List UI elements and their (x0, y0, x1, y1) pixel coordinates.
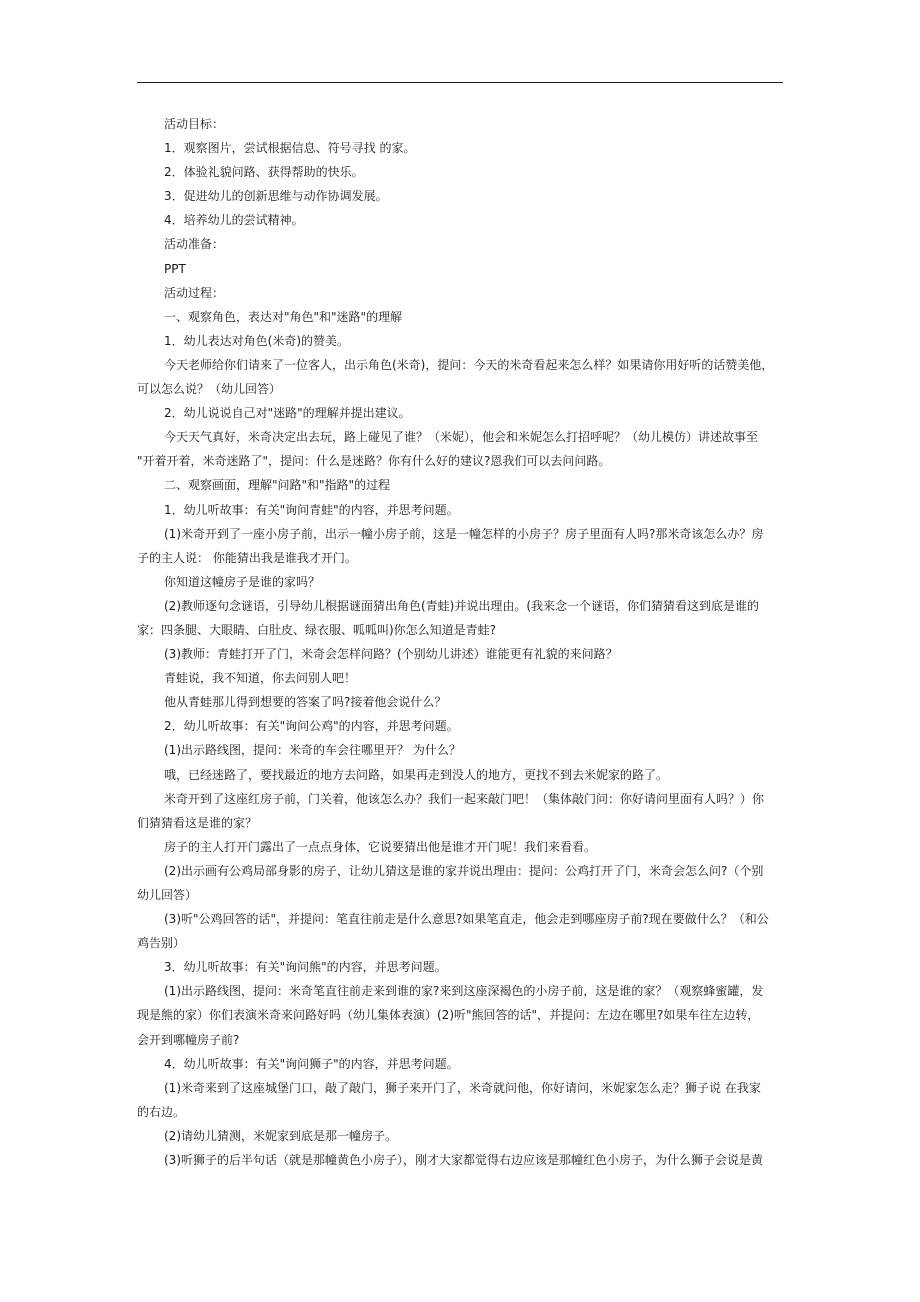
text-line: 活动准备： (164, 237, 225, 252)
text-line: 现是熊的家）你们表演米奇来问路好吗（幼儿集体表演）(2)听"熊回答的话"，并提问：左边在哪里?如果车往左边转， (137, 1008, 760, 1023)
text-line: 房子的主人打开门露出了一点点身体，它说要猜出他是谁才开门呢！我们来看看。 (164, 839, 597, 854)
text-line: 可以怎么说？（幼儿回答） (137, 382, 282, 397)
text-line: (2)教师逐句念谜语，引导幼儿根据谜面猜出角色(青蛙)并说出理由。(我来念一个谜语，你们猜猜看这到底是谁的 (164, 598, 760, 613)
text-line: 4．培养幼儿的尝试精神。 (164, 213, 304, 228)
text-line: (2)请幼儿猜测，米妮家到底是那一幢房子。 (164, 1128, 397, 1143)
document-body (137, 112, 783, 1172)
text-line: 一、观察角色，表达对"角色"和"迷路"的理解 (164, 309, 403, 324)
text-line: (2)出示画有公鸡局部身影的房子，让幼儿猜这是谁的家并说出理由：提问：公鸡打开了门，米奇会怎么问?（个别 (164, 863, 764, 878)
text-line: 们猜猜看这是谁的家？ (137, 815, 258, 830)
text-line: (3)听"公鸡回答的话"，并提问：笔直往前走是什么意思?如果笔直走，他会走到哪座房子前?现在要做什么？（和公 (164, 912, 769, 927)
text-line: 3．促进幼儿的创新思维与动作协调发展。 (164, 189, 388, 204)
text-line: 鸡告别） (137, 936, 186, 951)
text-line: 米奇开到了这座红房子前，门关着，他该怎么办？我们一起来敲门吧！（集体敲门问：你好请问里面有人吗？）你 (164, 791, 765, 806)
text-line: (1)出示路线图，提问：米奇笔直往前走来到谁的家?来到这座深褐色的小房子前，这是谁的家？（观察蜂蜜罐，发 (164, 984, 764, 999)
text-line: (1)米奇来到了这座城堡门口，敲了敲门，狮子来开门了，米奇就问他，你好请问，米妮家怎么走？狮子说 在我家 (164, 1080, 761, 1095)
text-line: "开着开着，米奇迷路了"，提问：什么是迷路？你有什么好的建议?恩我们可以去问问路。 (137, 454, 611, 469)
text-line: (1)出示路线图，提问：米奇的车会往哪里开？ 为什么？ (164, 743, 461, 758)
text-line: 2．体验礼貌问路、获得帮助的快乐。 (164, 165, 364, 180)
text-line: 今天老师给你们请来了一位客人，出示角色(米奇)，提问：今天的米奇看起来怎么样？如果请你用好听的话赞美他， (164, 357, 774, 372)
text-line: (3)教师：青蛙打开了门，米奇会怎样问路？(个别幼儿讲述）谁能更有礼貌的来问路？ (164, 647, 618, 662)
text-line: PPT (164, 261, 186, 276)
text-line: 子的主人说： 你能猜出我是谁我才开门。 (137, 550, 357, 565)
text-line: 2．幼儿说说自己对"迷路"的理解并提出建议。 (164, 406, 411, 421)
text-line: 4．幼儿听故事：有关"询问狮子"的内容，并思考问题。 (164, 1056, 459, 1071)
text-line: 1．观察图片，尝试根据信息、符号寻找 的家。 (164, 141, 416, 156)
text-line: 的右边。 (137, 1104, 186, 1119)
text-line: 今天天气真好，米奇决定出去玩，路上碰见了谁？（米妮），他会和米妮怎么打招呼呢？（幼儿模仿）讲述故事至 (164, 430, 759, 445)
text-line: 青蛙说，我不知道，你去问别人吧！ (164, 671, 357, 686)
text-line: 家：四条腿、大眼睛、白肚皮、绿衣服、呱呱叫)你怎么知道是青蛙? (137, 622, 497, 637)
text-line: 2．幼儿听故事：有关"询问公鸡"的内容，并思考问题。 (164, 719, 459, 734)
text-line: 3．幼儿听故事：有关"询问熊"的内容，并思考问题。 (164, 960, 447, 975)
text-line: 你知道这幢房子是谁的家吗？ (164, 574, 321, 589)
text-line: (3)听狮子的后半句话（就是那幢黄色小房子），刚才大家都觉得右边应该是那幢红色小房子，为什么狮子会说是黄 (164, 1153, 764, 1168)
text-line: 活动目标： (164, 117, 225, 131)
text-line: 他从青蛙那儿得到想要的答案了吗?接着他会说什么？ (164, 695, 447, 710)
text-line: 活动过程： (164, 285, 225, 300)
text-line: 1．幼儿表达对角色(米奇)的赞美。 (164, 333, 349, 348)
text-line: 二、观察画面，理解"问路"和"指路"的过程 (164, 478, 391, 493)
text-line: (1)米奇开到了一座小房子前，出示一幢小房子前，这是一幢怎样的小房子？房子里面有人吗?那米奇该怎么办？房 (164, 526, 764, 541)
text-line: 会开到哪幢房子前? (137, 1032, 240, 1047)
header-rule (137, 82, 783, 83)
text-line: 幼儿回答） (137, 888, 198, 902)
text-line: 哦，已经迷路了，要找最近的地方去问路，如果再走到没人的地方，更找不到去米妮家的路了。 (164, 767, 669, 782)
text-line: 1．幼儿听故事：有关"询问青蛙"的内容，并思考问题。 (164, 502, 459, 517)
